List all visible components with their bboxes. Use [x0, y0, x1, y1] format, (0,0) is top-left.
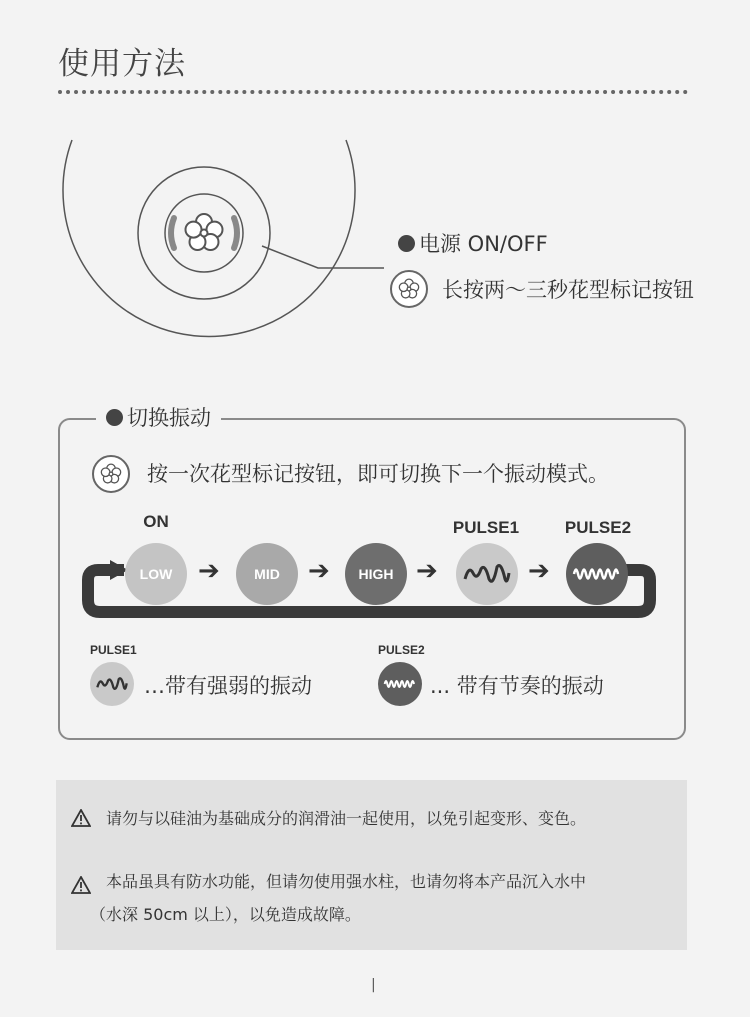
mode-high-label: HIGH — [358, 566, 394, 582]
pulse2-wave-icon — [571, 559, 623, 589]
pulse2-wave-icon — [382, 674, 418, 694]
mode-mid-label: MID — [254, 566, 280, 582]
mode-caption-pulse2: PULSE2 — [564, 518, 632, 537]
indicator-right-light — [234, 218, 237, 248]
leader-line — [262, 246, 384, 268]
warning-icon — [71, 876, 91, 894]
notice-1-line-1: 请勿与以硅油为基础成分的润滑油一起使用，以免引起变形、变色。 — [106, 809, 587, 828]
mode-mid — [236, 543, 298, 605]
notice-2-line-1: 本品虽具有防水功能，但请勿使用强水柱，也请勿将本产品沉入水中 — [106, 872, 587, 891]
flower-button-badge — [92, 455, 130, 493]
legend-desc-pulse1: …带有强弱的振动 — [144, 674, 312, 698]
legend-title-pulse1: PULSE1 — [90, 643, 137, 657]
pulse1-wave-icon — [95, 674, 129, 694]
page-number: | — [371, 977, 376, 993]
flower-icon — [98, 461, 124, 487]
legend-pulse1-circle — [90, 662, 134, 706]
mode-switch-instruction: 按一次花型标记按钮，即可切换下一个振动模式。 — [147, 462, 609, 486]
power-label-text: 电源 ON/OFF — [419, 232, 548, 256]
mode-switch-heading — [96, 402, 221, 432]
mode-caption-on: ON — [143, 512, 169, 531]
flower-icon — [186, 214, 223, 250]
title-divider — [58, 90, 688, 94]
bullet-dot-icon — [106, 409, 123, 426]
indicator-left-light — [171, 218, 174, 248]
power-instruction: 长按两～三秒花型标记按钮 — [442, 278, 694, 302]
mode-low-label: LOW — [139, 566, 173, 582]
flower-button-badge — [390, 270, 428, 308]
arrow-right-icon: ➔ — [528, 556, 550, 586]
legend-title-pulse2: PULSE2 — [378, 643, 425, 657]
legend-desc-pulse2: ... 带有节奏的振动 — [430, 674, 604, 698]
device-illustration — [0, 96, 750, 396]
mode-pulse2 — [566, 543, 628, 605]
flower-icon — [396, 276, 422, 302]
mode-pulse1 — [456, 543, 518, 605]
mode-high — [345, 543, 407, 605]
pulse1-wave-icon — [462, 559, 512, 589]
arrow-right-icon: ➔ — [308, 556, 330, 586]
notice-2-line-2: （水深 50cm 以上），以免造成故障。 — [90, 905, 361, 924]
bullet-dot-icon — [398, 235, 415, 252]
mode-caption-pulse1: PULSE1 — [452, 518, 520, 537]
power-label — [398, 228, 548, 258]
page-title: 使用方法 — [58, 46, 186, 82]
mode-low — [125, 543, 187, 605]
warning-icon — [71, 809, 91, 827]
arrow-right-icon: ➔ — [416, 556, 438, 586]
mode-switch-heading-text: 切换振动 — [127, 406, 211, 430]
legend-pulse2-circle — [378, 662, 422, 706]
arrow-right-icon: ➔ — [198, 556, 220, 586]
